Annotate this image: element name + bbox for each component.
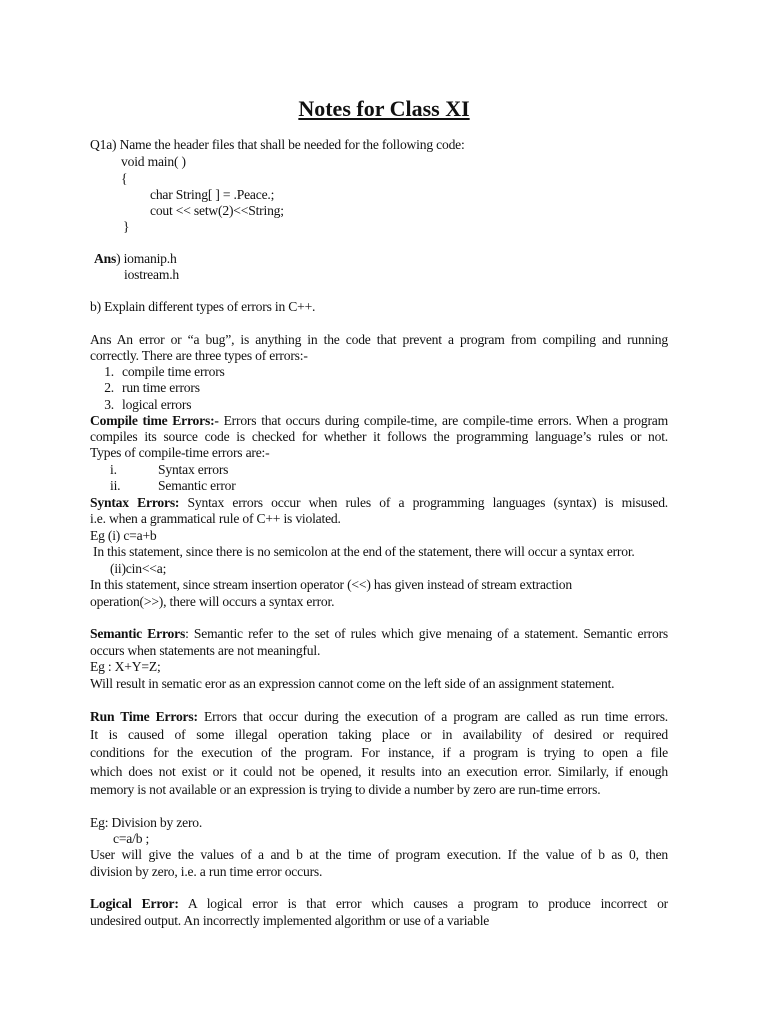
paragraph-line: memory is not available or an expression is trying to divide a number by zero are run-time errors. <box>90 782 601 797</box>
code-line: c=a/b ; <box>113 831 150 846</box>
paragraph-line: User will give the values of a and b at the time of program execution. If the value of b as 0, then <box>90 847 668 862</box>
list-item: 3. logical errors <box>104 397 192 412</box>
paragraph-line: division by zero, i.e. a run time error occurs. <box>90 864 323 879</box>
section-heading: Logical Error: <box>90 896 179 911</box>
paragraph-line: In this statement, since stream insertion operator (<<) has given instead of stream extraction <box>90 577 572 592</box>
paragraph-line: i.e. when a grammatical rule of C++ is violated. <box>90 511 341 526</box>
section-heading: Compile time Errors:- <box>90 413 219 428</box>
section-heading: Run Time Errors: <box>90 709 198 724</box>
answer-line: Ans) iomanip.h <box>94 251 177 266</box>
paragraph-line: Logical Error: A logical error is that error which causes a program to produce incorrect or <box>90 896 669 911</box>
paragraph-line: Types of compile-time errors are:- <box>90 445 270 460</box>
paragraph-line: Syntax Errors: Syntax errors occur when rules of a programming languages (syntax) is misused. <box>90 495 668 510</box>
paragraph-line: correctly. There are three types of errors:- <box>90 348 308 363</box>
q1b-question: b) Explain different types of errors in C++. <box>90 299 316 314</box>
paragraph-line: Ans An error or “a bug”, is anything in the code that prevent a program from compiling and running <box>90 332 668 347</box>
list-item: i. Syntax errors <box>110 462 229 477</box>
section-heading: Syntax Errors: <box>90 495 180 510</box>
paragraph-line: Compile time Errors:- Errors that occurs during compile-time, are compile-time errors. When a program <box>90 413 668 428</box>
example-line: Eg (i) c=a+b <box>90 528 157 543</box>
q1a-question: Q1a) Name the header files that shall be needed for the following code: <box>90 137 465 152</box>
code-line: void main( ) <box>121 154 186 169</box>
answer-item: iostream.h <box>124 267 180 282</box>
paragraph-line: undesired output. An incorrectly implemented algorithm or use of a variable <box>90 913 490 928</box>
paragraph-line: which does not exist or it could not be opened, it results into an execution error. Similarly, if enough <box>90 764 668 779</box>
paragraph-line: In this statement, since there is no semicolon at the end of the statement, there will occur a syntax error. <box>93 544 635 559</box>
code-line: cout << setw(2)<<String; <box>150 203 284 218</box>
list-item: 1. compile time errors <box>104 364 225 379</box>
example-line: (ii)cin<<a; <box>110 561 167 576</box>
paragraph-line: occurs when statements are not meaningful. <box>90 643 321 658</box>
paragraph-line: Semantic Errors: Semantic refer to the set of rules which give menaing of a statement. Semantic errors <box>90 626 668 641</box>
code-line: } <box>123 219 130 234</box>
page-title: Notes for Class XI <box>298 96 470 121</box>
example-line: Eg : X+Y=Z; <box>90 659 161 674</box>
paragraph-line: operation(>>), there will occurs a syntax error. <box>90 594 335 609</box>
ans-label: Ans <box>94 251 117 266</box>
paragraph-line: Will result in sematic eror as an expression cannot come on the left side of an assignment statement. <box>90 676 615 691</box>
code-line: { <box>121 171 128 186</box>
answer-item: iomanip.h <box>123 251 177 266</box>
list-item: ii. Semantic error <box>110 478 236 493</box>
section-heading: Semantic Errors <box>90 626 186 641</box>
example-line: Eg: Division by zero. <box>90 815 203 830</box>
code-line: char String[ ] = .Peace.; <box>150 187 275 202</box>
paragraph-line: It is caused of some illegal operation taking place or in availability of desired or required <box>90 727 668 742</box>
paragraph-line: conditions for the execution of the program. For instance, if a program is trying to open a file <box>90 745 668 760</box>
list-item: 2. run time errors <box>104 380 200 395</box>
paragraph-line: Run Time Errors: Errors that occur during the execution of a program are called as run time errors. <box>90 709 668 724</box>
paragraph-line: compiles its source code is checked for whether it follows the programming language’s rules or not. <box>90 429 668 444</box>
